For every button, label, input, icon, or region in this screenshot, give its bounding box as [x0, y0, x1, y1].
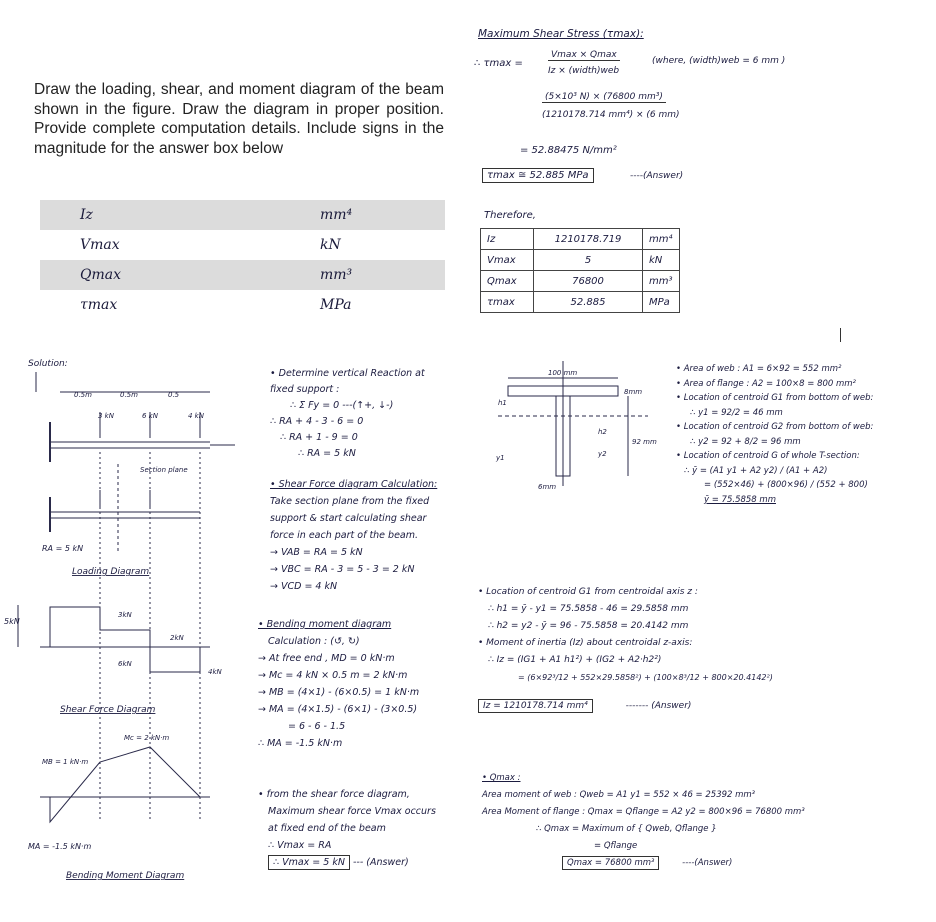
result-unit: kN: [643, 250, 680, 271]
reaction-line: ∴ Σ Fy = 0 ---(↑+, ↓-): [290, 400, 394, 411]
table-row: [40, 260, 445, 290]
dim-label: 8mm: [624, 388, 643, 396]
qmax-answer-row: [482, 855, 932, 872]
load-label: 4 kN: [188, 412, 204, 420]
table-row: [40, 230, 445, 260]
dim-label: 100 mm: [548, 369, 578, 377]
web-width-note: (where, (width)web = 6 mm ): [652, 56, 786, 66]
qmax-answer-mark: ----(Answer): [682, 858, 733, 868]
dim-label: 6mm: [538, 483, 557, 491]
inertia-line: • Location of centroid G1 from centroidal axis z :: [478, 587, 698, 597]
shear-label: 6kN: [118, 660, 132, 668]
shear-calc-block: [270, 476, 437, 595]
vmax-symbol: Vmax: [80, 237, 120, 253]
tau-final-box: τmax ≅ 52.885 MPa: [482, 168, 594, 183]
tau-formula-den: Iz × (width)web: [548, 66, 620, 76]
iz-symbol: Iz: [40, 200, 320, 230]
area-line: • Location of centroid G of whole T-section:: [676, 451, 860, 461]
vmax-line: Maximum shear force Vmax occurs: [268, 806, 436, 817]
result-unit: MPa: [643, 292, 680, 313]
iz-final-box: Iz = 1210178.714 mm⁴: [478, 699, 593, 713]
qmax-line: ∴ Qmax = Maximum of { Qweb, Qflange }: [536, 824, 717, 834]
reaction-line: fixed support :: [270, 384, 340, 395]
moment-calc-line: → MB = (4×1) - (6×0.5) = 1 kN·m: [258, 687, 420, 698]
load-label: 3 kN: [98, 412, 114, 420]
question-text: Draw the loading, shear, and moment diagram of the beam shown in the figure. Draw the diagram in proper position. Provide complete computation details. Include signs in the magnitude for the answer box below: [34, 81, 444, 157]
qmax-line: = Qflange: [594, 841, 638, 851]
mb-label: MB = 1 kN·m: [42, 758, 89, 766]
qmax-line: • Qmax :: [482, 773, 521, 783]
beam-diagrams: [0, 352, 250, 892]
result-val: 1210178.719: [534, 229, 643, 250]
vmax-line: ∴ Vmax = RA: [268, 840, 332, 851]
dim-label: h2: [598, 428, 607, 436]
span-label: 0.5m: [120, 391, 138, 399]
table-row: [481, 271, 680, 292]
vmax-answer-mark: --- (Answer): [352, 857, 409, 868]
reaction-line: ∴ RA = 5 kN: [298, 448, 356, 459]
shear-label: 5kN: [4, 617, 20, 626]
qmax-line: Area moment of web : Qweb = A1 y1 = 552 × 46 = 25392 mm³: [482, 790, 756, 800]
solution-label: Solution:: [28, 359, 68, 369]
result-unit: mm³: [643, 271, 680, 292]
span-label: 0.5: [168, 391, 180, 399]
area-line: • Location of centroid G2 from bottom of web:: [676, 422, 874, 432]
area-line: ȳ = 75.5858 mm: [704, 494, 776, 505]
result-sym: Iz: [481, 229, 534, 250]
shear-calc-line: force in each part of the beam.: [270, 530, 419, 541]
area-line: ∴ y2 = 92 + 8/2 = 96 mm: [690, 436, 801, 447]
inertia-line: • Moment of inertia (Iz) about centroidal z-axis:: [478, 638, 693, 648]
result-val: 5: [534, 250, 643, 271]
shear-label: 3kN: [118, 611, 132, 619]
cursor-mark: [840, 328, 841, 342]
vmax-final-box: ∴ Vmax = 5 kN: [268, 855, 350, 870]
reaction-line: ∴ RA + 4 - 3 - 6 = 0: [270, 416, 364, 427]
moment-calc-line: → At free end , MD = 0 kN·m: [258, 653, 395, 664]
span-label: 0.5m: [74, 391, 92, 399]
area-block: [676, 362, 934, 507]
table-row: [481, 250, 680, 271]
iz-unit: mm⁴: [320, 200, 445, 230]
inertia-line: ∴ Iz = (IG1 + A1 h1²) + (IG2 + A2·h2²): [488, 655, 662, 665]
results-table: [480, 228, 680, 313]
inertia-line: = (6×92³/12 + 552×29.5858²) + (100×8³/12 + 800×20.4142²): [518, 673, 773, 682]
shear-label: 2kN: [170, 634, 184, 642]
vmax-line: at fixed end of the beam: [268, 823, 386, 834]
result-unit: mm⁴: [643, 229, 680, 250]
loading-title: Loading Diagram: [72, 567, 150, 577]
ma-label: MA = -1.5 kN·m: [28, 842, 92, 851]
qmax-block: [482, 770, 932, 872]
vmax-answer-row: [258, 854, 436, 871]
moment-calc-line: = 6 - 6 - 1.5: [288, 721, 346, 732]
shear-calc-line: • Shear Force diagram Calculation:: [270, 479, 438, 490]
shear-label: 4kN: [208, 668, 222, 676]
reaction-block: [270, 366, 425, 462]
inertia-line: ∴ h1 = ȳ - y1 = 75.5858 - 46 = 29.5858 mm: [488, 604, 689, 614]
tau-answer-mark: ----(Answer): [630, 171, 684, 181]
moment-calc-block: [258, 616, 419, 752]
vmax-unit: kN: [320, 237, 341, 253]
shear-calc-line: → VCD = 4 kN: [270, 581, 338, 592]
tau-sub-den: (1210178.714 mm⁴) × (6 mm): [542, 110, 680, 120]
table-row: [40, 290, 445, 320]
qmax-line: Area Moment of flange : Qmax = Qflange = A2 y2 = 800×96 = 76800 mm³: [482, 807, 805, 817]
dim-label: y2: [598, 450, 607, 458]
shear-stress-heading: Maximum Shear Stress (τmax):: [478, 28, 644, 40]
dim-label: 92 mm: [632, 438, 657, 446]
result-sym: τmax: [481, 292, 534, 313]
area-line: • Area of flange : A2 = 100×8 = 800 mm²: [676, 378, 856, 389]
tau-formula-num: Vmax × Qmax: [548, 50, 620, 61]
result-sym: Qmax: [481, 271, 534, 292]
area-line: • Location of centroid G1 from bottom of web:: [676, 393, 874, 403]
table-row: [481, 229, 680, 250]
qmax-unit: mm³: [320, 260, 445, 290]
moment-calc-line: → Mc = 4 kN × 0.5 m = 2 kN·m: [258, 670, 408, 681]
shear-calc-line: → VAB = RA = 5 kN: [270, 547, 363, 558]
section-plane-label: Section plane: [140, 466, 188, 474]
tau-symbol: τmax: [80, 297, 118, 313]
result-val: 52.885: [534, 292, 643, 313]
moment-calc-line: Calculation : (↺, ↻): [268, 636, 360, 647]
table-row: [481, 292, 680, 313]
qmax-symbol: Qmax: [40, 260, 320, 290]
shear-calc-line: support & start calculating shear: [270, 513, 427, 524]
shear-calc-line: → VBC = RA - 3 = 5 - 3 = 2 kN: [270, 564, 415, 575]
moment-calc-line: ∴ MA = -1.5 kN·m: [258, 738, 343, 749]
inertia-block: [478, 584, 930, 715]
tau-value: = 52.88475 N/mm²: [520, 145, 617, 156]
vmax-block: [258, 786, 436, 871]
area-line: = (552×46) + (800×96) / (552 + 800): [704, 480, 868, 490]
inertia-line: ∴ h2 = y2 - ȳ = 96 - 75.5858 = 20.4142 mm: [488, 621, 689, 631]
iz-answer-mark: ------- (Answer): [625, 701, 692, 711]
area-line: ∴ y1 = 92/2 = 46 mm: [690, 407, 783, 418]
tau-formula-lhs: ∴ τmax =: [474, 58, 523, 69]
vmax-line: • from the shear force diagram,: [258, 789, 410, 800]
mc-label: Mc = 2 kN·m: [124, 734, 170, 742]
moment-calc-line: • Bending moment diagram: [258, 619, 392, 630]
therefore-label: Therefore,: [484, 210, 536, 221]
dim-label: y1: [496, 454, 505, 462]
shear-calc-line: Take section plane from the fixed: [270, 496, 430, 507]
qmax-final-box: Qmax = 76800 mm³: [562, 856, 659, 870]
reaction-label: RA = 5 kN: [42, 544, 84, 553]
result-sym: Vmax: [481, 250, 534, 271]
t-section-diagram: [478, 356, 668, 496]
load-label: 6 kN: [142, 412, 158, 420]
area-line: ∴ ȳ = (A1 y1 + A2 y2) / (A1 + A2): [684, 465, 828, 476]
answer-table: [40, 200, 445, 320]
reaction-line: ∴ RA + 1 - 9 = 0: [280, 432, 358, 443]
iz-answer-row: [478, 698, 930, 715]
shear-title: Shear Force Diagram: [60, 705, 156, 715]
reaction-line: • Determine vertical Reaction at: [270, 368, 425, 379]
dim-label: h1: [498, 399, 507, 407]
area-line: • Area of web : A1 = 6×92 = 552 mm²: [676, 364, 842, 374]
moment-calc-line: → MA = (4×1.5) - (6×1) - (3×0.5): [258, 704, 418, 715]
table-row: [40, 200, 445, 230]
moment-title: Bending Moment Diagram: [66, 871, 185, 881]
tau-unit: MPa: [320, 297, 352, 313]
result-val: 76800: [534, 271, 643, 292]
tau-sub-num: (5×10³ N) × (76800 mm³): [542, 92, 666, 103]
